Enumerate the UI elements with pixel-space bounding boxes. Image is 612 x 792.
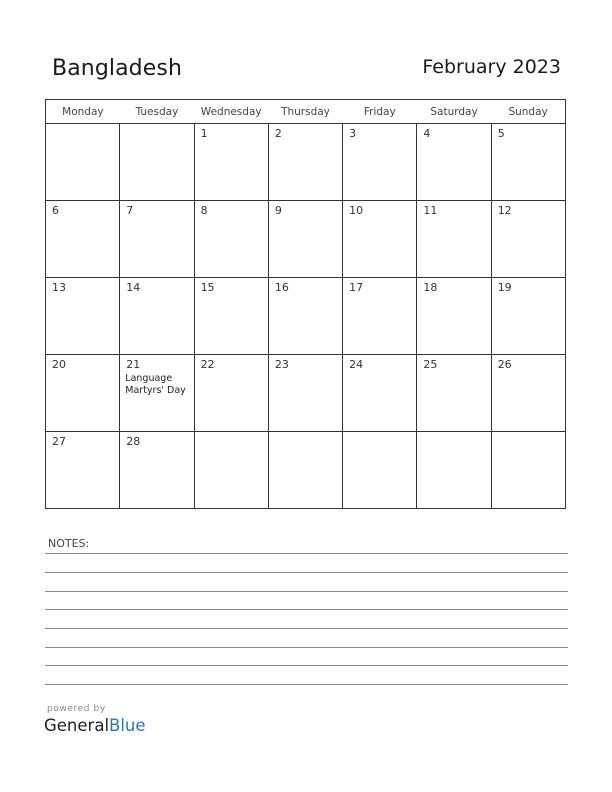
notes-line (45, 591, 568, 592)
week-row (46, 432, 566, 509)
day-cell (343, 124, 417, 201)
day-number: 16 (274, 281, 289, 294)
day-cell (194, 432, 268, 509)
notes-line (45, 647, 568, 648)
day-cell (268, 124, 342, 201)
day-number: 15 (200, 281, 215, 294)
day-number: 9 (274, 204, 282, 217)
day-cell (417, 124, 491, 201)
day-number: 27 (52, 435, 66, 448)
day-number: 11 (423, 204, 438, 217)
weekday-friday: Friday (343, 100, 417, 124)
notes-line (45, 628, 568, 629)
notes-line (45, 609, 568, 610)
day-cell (120, 124, 194, 201)
notes-line (45, 684, 568, 685)
day-cell (194, 355, 268, 432)
day-number: 21 (126, 358, 141, 371)
weekday-saturday: Saturday (417, 100, 491, 124)
day-number: 13 (52, 281, 66, 294)
holiday-label-line1: Language (125, 373, 173, 384)
day-cell (343, 201, 417, 278)
notes-line (45, 553, 568, 554)
week-row (46, 278, 566, 355)
powered-by-text: powered by (47, 704, 106, 714)
day-cell (194, 278, 268, 355)
day-cell (194, 201, 268, 278)
day-number: 3 (349, 127, 357, 140)
holiday-label (125, 373, 186, 397)
day-cell (268, 201, 342, 278)
day-cell (491, 201, 565, 278)
day-cell (46, 432, 120, 509)
day-number: 7 (126, 204, 134, 217)
day-cell (491, 432, 565, 509)
day-number: 19 (497, 281, 512, 294)
day-number: 6 (52, 204, 59, 217)
notes-label: NOTES: (48, 537, 90, 550)
day-number: 22 (200, 358, 215, 371)
weekday-monday: Monday (46, 100, 120, 124)
weekday-thursday: Thursday (268, 100, 342, 124)
day-number: 28 (126, 435, 141, 448)
day-cell (491, 124, 565, 201)
day-number: 1 (200, 127, 208, 140)
holiday-label-line2: Martyrs' Day (125, 385, 186, 396)
day-cell (491, 278, 565, 355)
week-row (46, 355, 566, 432)
day-cell (194, 124, 268, 201)
weekday-tuesday: Tuesday (120, 100, 194, 124)
day-cell (268, 432, 342, 509)
calendar-grid (45, 99, 566, 509)
day-number: 10 (349, 204, 364, 217)
day-cell (46, 201, 120, 278)
day-cell (120, 201, 194, 278)
day-cell (343, 432, 417, 509)
day-cell (120, 278, 194, 355)
day-cell (120, 432, 194, 509)
day-number: 24 (349, 358, 364, 371)
day-number: 8 (200, 204, 208, 217)
day-number: 4 (423, 127, 431, 140)
day-number: 18 (423, 281, 438, 294)
day-cell (343, 278, 417, 355)
day-cell (46, 278, 120, 355)
day-number: 25 (423, 358, 438, 371)
day-cell (417, 432, 491, 509)
day-cell (46, 355, 120, 432)
week-row (46, 124, 566, 201)
generalblue-logo (44, 716, 146, 735)
logo-general-text: General (44, 716, 110, 735)
weekday-wednesday: Wednesday (194, 100, 268, 124)
day-cell (343, 355, 417, 432)
weekday-header-row (46, 100, 566, 124)
day-cell (268, 278, 342, 355)
day-cell (46, 124, 120, 201)
day-number: 12 (497, 204, 512, 217)
day-number: 2 (274, 127, 282, 140)
month-year-title: February 2023 (422, 56, 561, 78)
logo-blue-text: Blue (109, 716, 146, 735)
day-cell (417, 201, 491, 278)
day-cell (417, 355, 491, 432)
day-number: 20 (52, 358, 66, 371)
notes-line (45, 572, 568, 573)
day-number: 26 (497, 358, 512, 371)
day-cell (417, 278, 491, 355)
week-row (46, 201, 566, 278)
day-cell-holiday (120, 355, 194, 432)
day-number: 5 (497, 127, 505, 140)
day-number: 14 (126, 281, 141, 294)
notes-line (45, 665, 568, 666)
day-cell (491, 355, 565, 432)
day-number: 17 (349, 281, 364, 294)
day-number: 23 (274, 358, 289, 371)
day-cell (268, 355, 342, 432)
country-title: Bangladesh (52, 56, 182, 81)
weekday-sunday: Sunday (491, 100, 565, 124)
